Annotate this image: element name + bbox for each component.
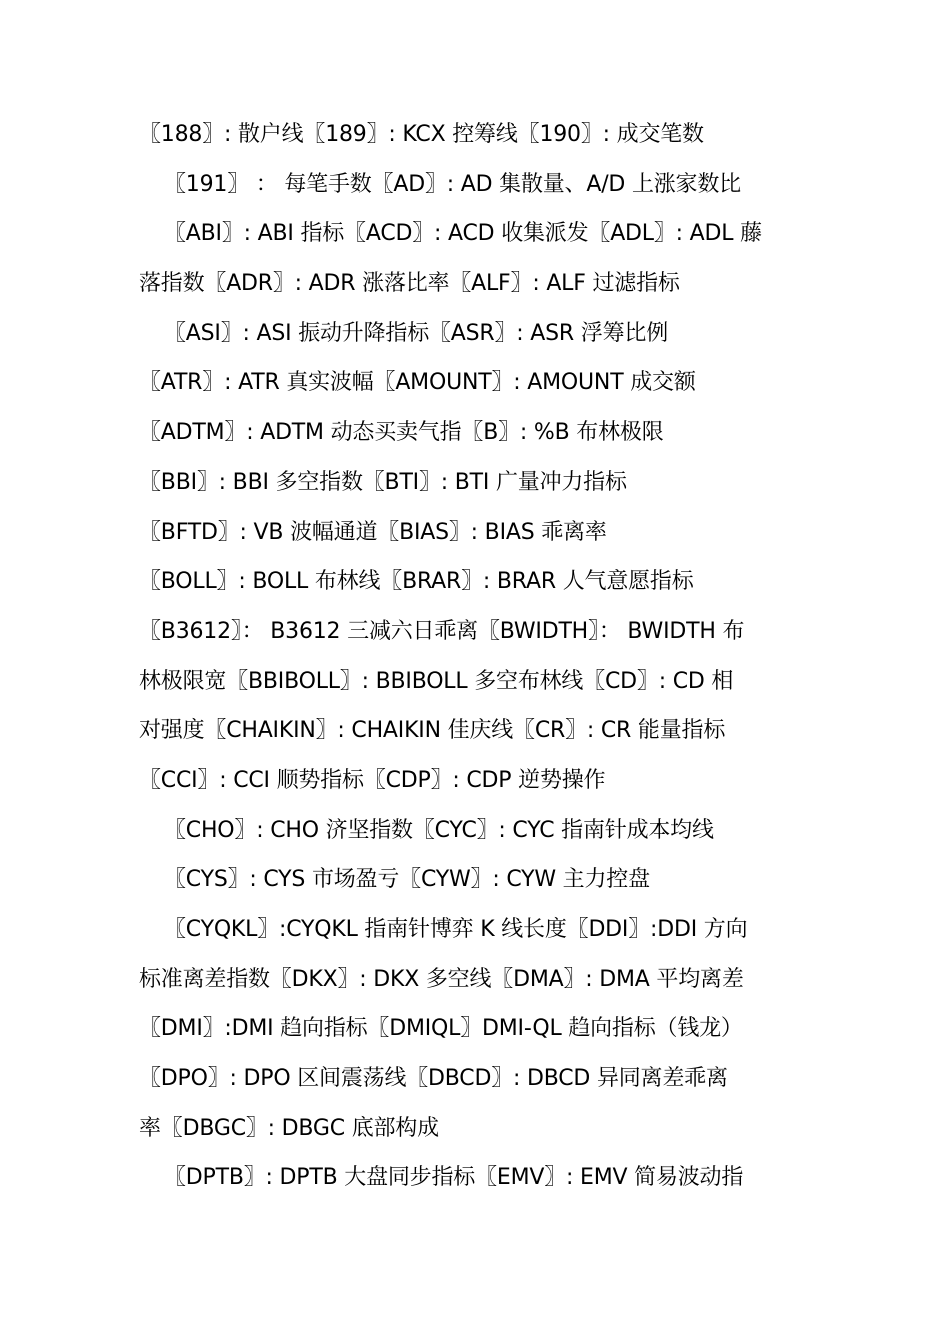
text-line: 率〖DBGC〗: DBGC 底部构成 xyxy=(139,1115,439,1141)
text-line: 〖ATR〗: ATR 真实波幅〖AMOUNT〗: AMOUNT 成交额 xyxy=(139,370,696,396)
text-line: 〖CHO〗: CHO 济坚指数〖CYC〗: CYC 指南针成本均线 xyxy=(164,817,714,843)
text-line: 〖BBI〗: BBI 多空指数〖BTI〗: BTI 广量冲力指标 xyxy=(139,469,627,495)
text-line: 〖188〗: 散户线〖189〗: KCX 控筹线〖190〗: 成交笔数 xyxy=(139,122,704,147)
text-line: 〖191〗 ： 每笔手数〖AD〗: AD 集散量、A/D 上涨家数比 xyxy=(164,171,741,197)
text-line: 〖DPTB〗: DPTB 大盘同步指标〖EMV〗: EMV 简易波动指 xyxy=(164,1165,744,1191)
text-line: 对强度〖CHAIKIN〗: CHAIKIN 佳庆线〖CR〗: CR 能量指标 xyxy=(139,718,726,744)
text-line: 〖B3612〗： B3612 三减六日乖离〖BWIDTH〗： BWIDTH 布 xyxy=(139,618,745,644)
text-line: 〖BOLL〗: BOLL 布林线〖BRAR〗: BRAR 人气意愿指标 xyxy=(139,569,694,595)
text-line: 〖DPO〗: DPO 区间震荡线〖DBCD〗: DBCD 异同离差乖离 xyxy=(139,1066,728,1092)
text-line: 〖BFTD〗: VB 波幅通道〖BIAS〗: BIAS 乖离率 xyxy=(139,519,607,545)
text-line: 〖ABI〗: ABI 指标〖ACD〗: ACD 收集派发〖ADL〗: ADL 藤 xyxy=(164,221,762,247)
text-line: 标准离差指数〖DKX〗: DKX 多空线〖DMA〗: DMA 平均离差 xyxy=(139,966,744,992)
text-line: 〖CCI〗: CCI 顺势指标〖CDP〗: CDP 逆势操作 xyxy=(139,767,606,793)
text-line: 〖ADTM〗: ADTM 动态买卖气指〖B〗: %B 布林极限 xyxy=(139,420,664,446)
text-line: 〖DMI〗:DMI 趋向指标〖DMIQL〗DMI-QL 趋向指标（钱龙） xyxy=(139,1016,743,1042)
text-line: 〖ASI〗: ASI 振动升降指标〖ASR〗: ASR 浮筹比例 xyxy=(164,320,669,346)
text-line: 落指数〖ADR〗: ADR 涨落比率〖ALF〗: ALF 过滤指标 xyxy=(139,271,680,297)
text-line: 〖CYQKL〗:CYQKL 指南针博弈 K 线长度〖DDI〗:DDI 方向 xyxy=(164,917,748,942)
body-text xyxy=(139,110,819,1203)
text-line: 林极限宽〖BBIBOLL〗: BBIBOLL 多空布林线〖CD〗: CD 相 xyxy=(139,668,734,694)
text-line: 〖CYS〗: CYS 市场盈亏〖CYW〗: CYW 主力控盘 xyxy=(164,867,650,893)
